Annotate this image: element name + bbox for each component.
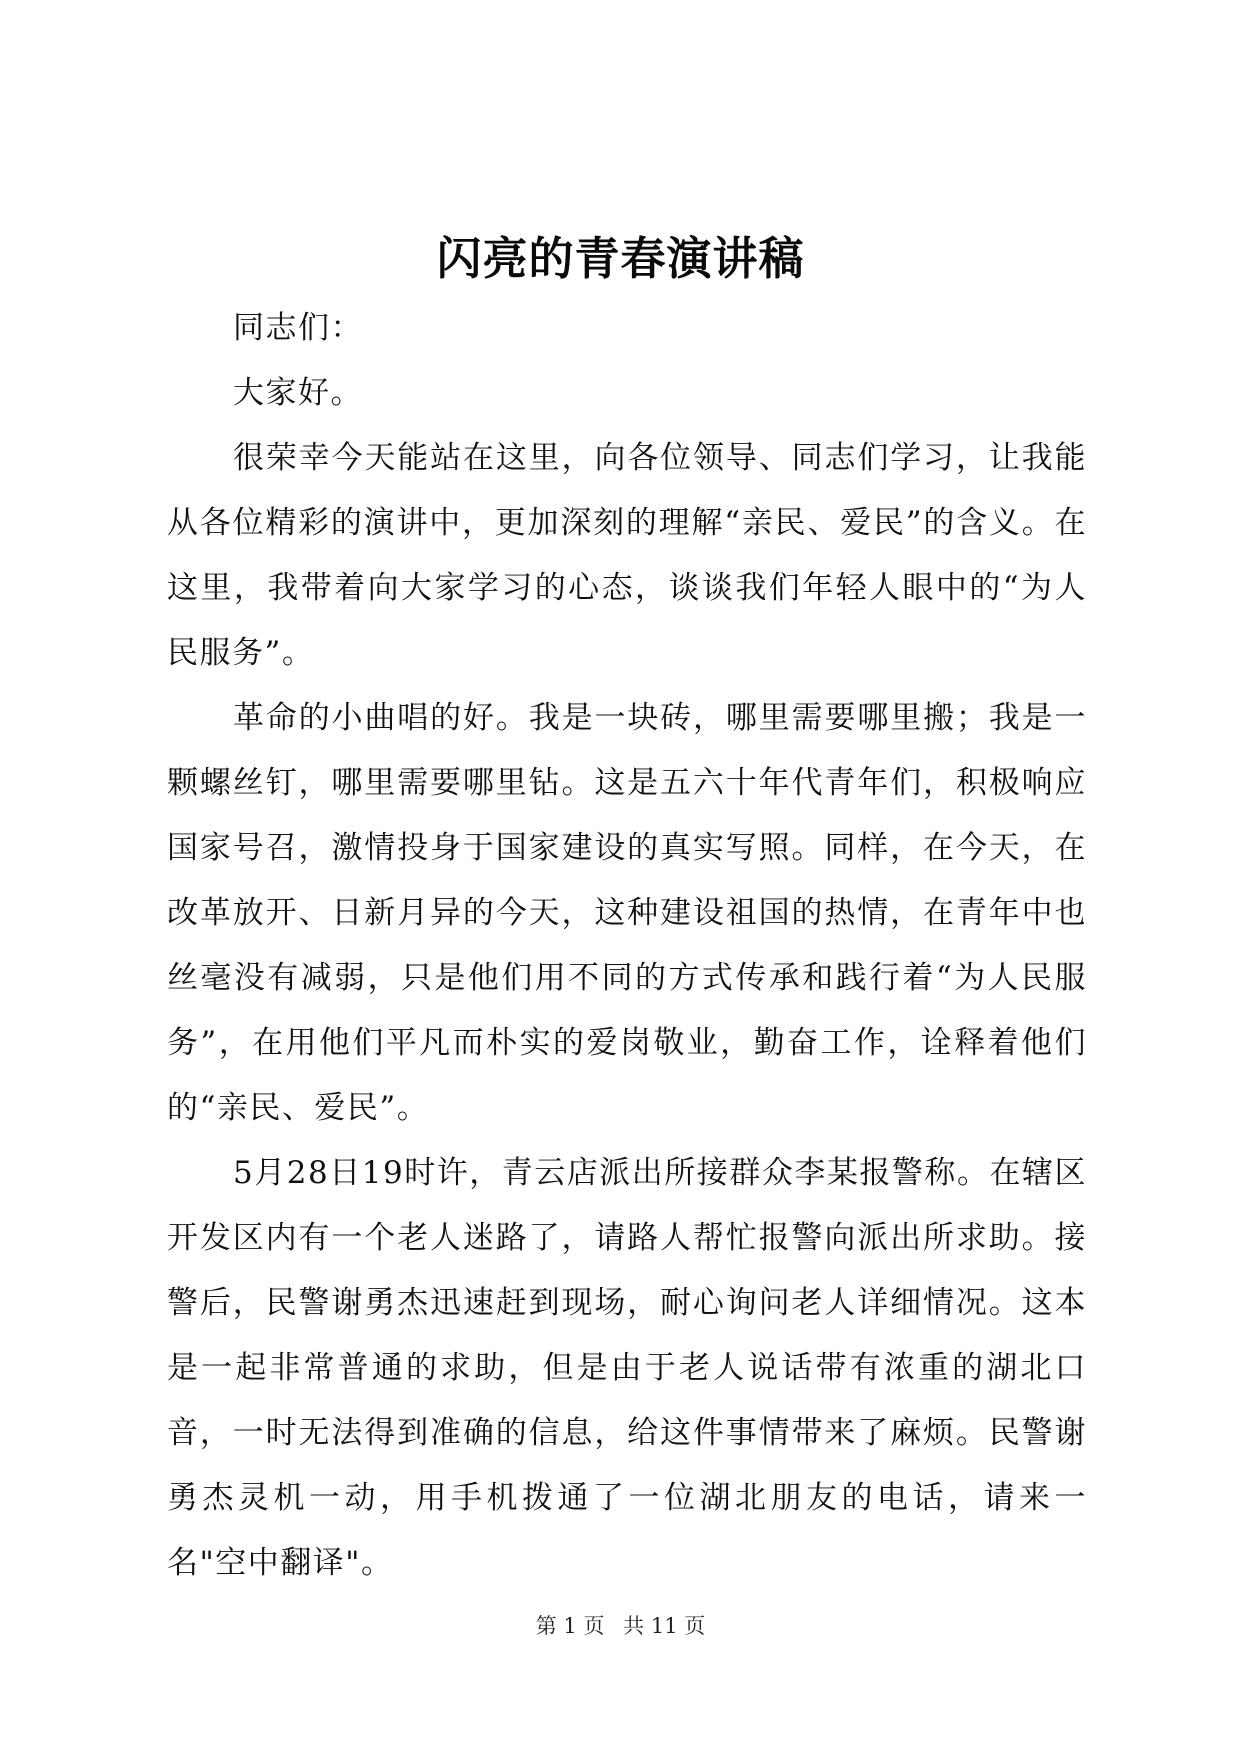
body-paragraph: 革命的小曲唱的好。我是一块砖，哪里需要哪里搬；我是一颗螺丝钉，哪里需要哪里钻。这是五六十年代青年们，积极响应国家号召，激情投身于国家建设的真实写照。同样，在今天，在改革放开、日新月异的今天，这种建设祖国的热情，在青年中也丝毫没有减弱，只是他们用不同的方式传承和践行着“为人民服务”，在用他们平凡而朴实的爱岗敬业，勤奋工作，诠释着他们的“亲民、爱民”。: [167, 700, 1087, 1126]
document-body: [167, 296, 1087, 1596]
document-title: 闪亮的青春演讲稿: [436, 232, 805, 285]
body-paragraph: 很荣幸今天能站在这里，向各位领导、同志们学习，让我能从各位精彩的演讲中，更加深刻的理解“亲民、爱民”的含义。在这里，我带着向大家学习的心态，谈谈我们年轻人眼中的“为人民服务”。: [167, 440, 1087, 671]
page-footer: [0, 1610, 1241, 1640]
page-total: 共 11 页: [623, 1614, 706, 1638]
salutation: 同志们：: [233, 310, 363, 346]
greeting: 大家好。: [233, 375, 363, 411]
body-paragraph: 5月28日19时许，青云店派出所接群众李某报警称。在辖区开发区内有一个老人迷路了，请路人帮忙报警向派出所求助。接警后，民警谢勇杰迅速赶到现场，耐心询问老人详细情况。这本是一起非常普通的求助，但是由于老人说话带有浓重的湖北口音，一时无法得到准确的信息，给这件事情带来了麻烦。民警谢勇杰灵机一动，用手机拨通了一位湖北朋友的电话，请来一名"空中翻译"。: [167, 1155, 1087, 1581]
page-number: 第 1 页: [535, 1614, 605, 1638]
